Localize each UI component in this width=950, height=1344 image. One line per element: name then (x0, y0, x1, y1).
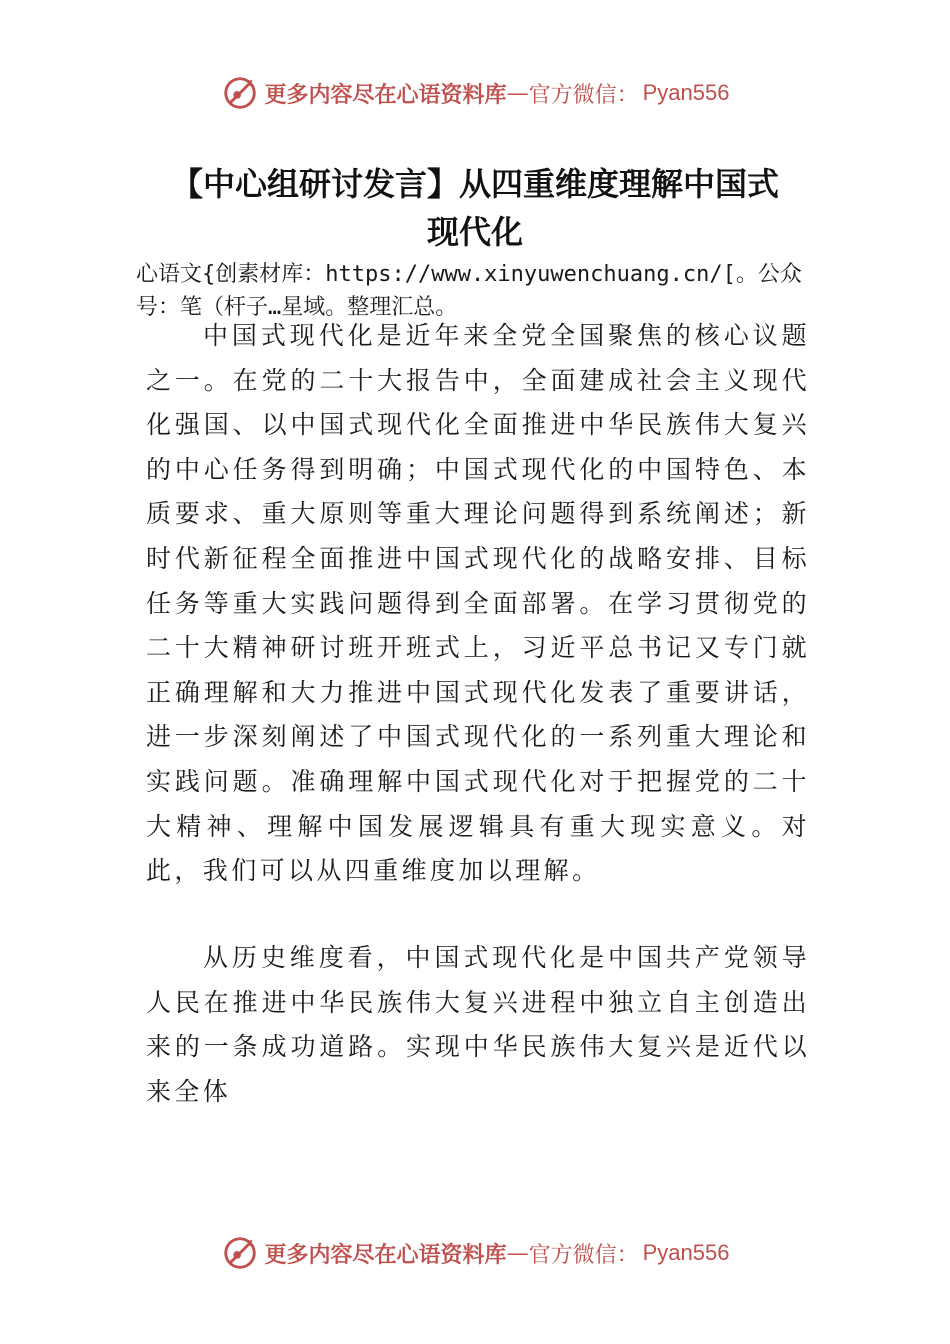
banner-wechat-label: 官方微信： (528, 82, 639, 108)
footer-banner (0, 1228, 950, 1278)
brand-logo-icon (221, 74, 259, 112)
banner-separator: — (506, 80, 529, 106)
source-note: 心语文{创素材库：https://www.xinyuwenchuang.cn/[。公众号：笔（杆子…星域。整理汇总。 (136, 262, 802, 320)
title-line-2: 现代化 (426, 213, 523, 251)
banner-wechat-label: 官方微信： (528, 1242, 639, 1268)
banner-separator: — (506, 1240, 529, 1266)
banner-wechat-id: Pyan556 (642, 80, 730, 105)
banner-slogan: 更多内容尽在心语资料库 (264, 1241, 507, 1268)
document-title (120, 160, 830, 256)
body-paragraph-2: 从历史维度看，中国式现代化是中国共产党领导人民在推进中华民族伟大复兴进程中独立自主创造出来的一条成功道路。实现中华民族伟大复兴是近代以来全体 (146, 943, 810, 1106)
banner-wechat-id: Pyan556 (642, 1240, 730, 1265)
header-banner (0, 68, 950, 118)
title-line-1: 【中心组研讨发言】从四重维度理解中国式 (170, 165, 779, 203)
body-paragraph-1: 中国式现代化是近年来全党全国聚焦的核心议题之一。在党的二十大报告中，全面建成社会主义现代化强国、以中国式现代化全面推进中华民族伟大复兴的中心任务得到明确；中国式现代化的中国特色、本质要求、重大原则等重大理论问题得到系统阐述；新时代新征程全面推进中国式现代化的战略安排、目标任务等重大实践问题得到全面部署。在学习贯彻党的二十大精神研讨班开班式上，习近平总书记又专门就正确理解和大力推进中国式现代化发表了重要讲话，进一步深刻阐述了中国式现代化的一系列重大理论和实践问题。准确理解中国式现代化对于把握党的二十大精神、理解中国发展逻辑具有重大现实意义。对此，我们可以从四重维度加以理解。 (146, 321, 810, 886)
banner-slogan: 更多内容尽在心语资料库 (264, 81, 507, 108)
brand-logo-icon (221, 1234, 259, 1272)
